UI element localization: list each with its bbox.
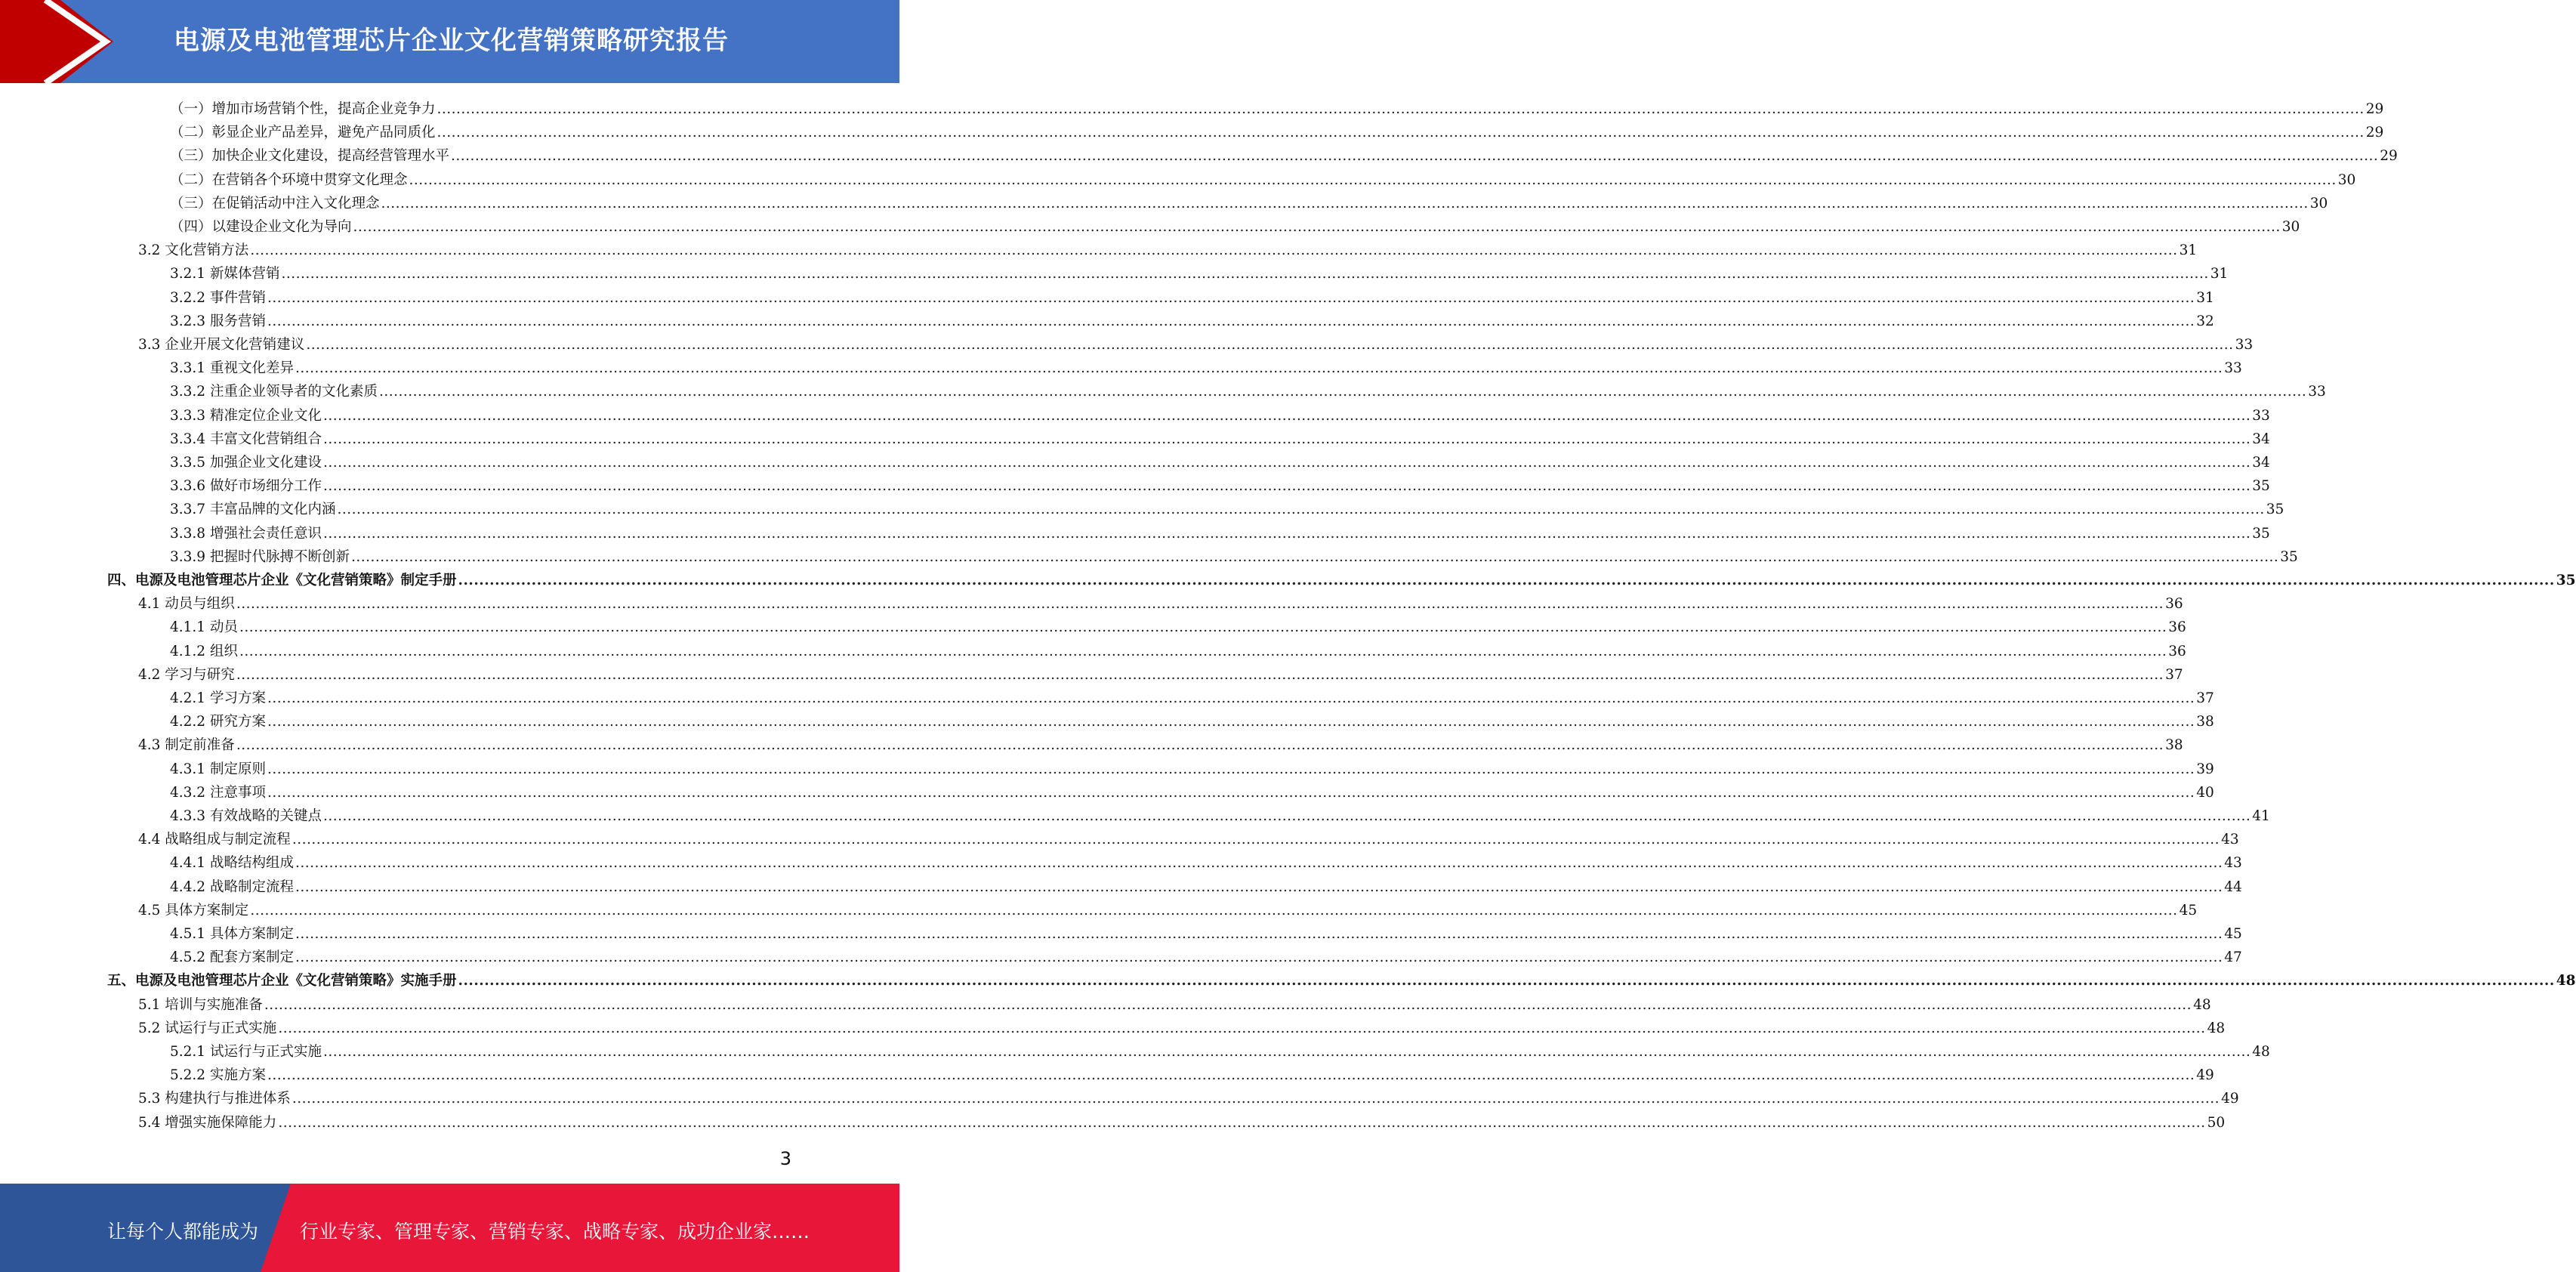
toc-entry[interactable] [170,95,2384,119]
toc-leader-dots: ................................................................................................................................................................................................................................................................................................................................................................................................................ [292,1091,2220,1107]
toc-entry-title: 5.1 培训与实施准备 [138,996,263,1013]
toc-entry-title: 4.3.1 制定原则 [170,761,266,777]
toc-entry[interactable] [170,520,2270,543]
toc-entry-title: （二）彰显企业产品差异，避免产品同质化 [170,125,436,141]
toc-entry-title: 4.2.2 研究方案 [170,714,266,730]
toc-leader-dots: ................................................................................................................................................................................................................................................................................................................................................................................................................ [451,148,2379,165]
toc-entry-page: 39 [2196,761,2214,777]
toc-entry[interactable] [170,472,2270,496]
toc-entry-title: 3.2.3 服务营销 [170,313,266,329]
toc-entry-page: 30 [2281,219,2300,235]
page-footer [0,1184,899,1272]
toc-entry-title: 4.4.1 战略结构组成 [170,855,294,872]
toc-entry-title: 3.3.6 做好市场细分工作 [170,478,322,495]
toc-entry-title: 3.3.1 重视文化差异 [170,360,294,377]
toc-entry[interactable] [138,661,2183,684]
toc-entry-page: 33 [2224,360,2242,377]
toc-entry[interactable] [170,873,2242,897]
toc-entry-title: 4.1.2 组织 [170,643,238,659]
toc-entry-title: （一）增加市场营销个性，提高企业竞争力 [170,101,436,117]
toc-entry-page: 36 [2168,619,2186,636]
toc-entry[interactable] [170,119,2384,142]
toc-leader-dots: ................................................................................................................................................................................................................................................................................................................................................................................................................ [322,431,2251,447]
toc-entry-title: 3.2 文化营销方法 [138,242,249,259]
toc-entry-page: 34 [2252,431,2270,447]
toc-entry[interactable] [138,991,2211,1014]
toc-entry[interactable] [170,543,2298,567]
toc-entry-title: 5.2 试运行与正式实施 [138,1020,277,1036]
toc-entry-page: 30 [2337,171,2356,188]
toc-entry-page: 48 [2207,1020,2226,1036]
toc-leader-dots: ................................................................................................................................................................................................................................................................................................................................................................................................................ [267,1067,2195,1084]
toc-entry-page: 45 [2224,926,2242,942]
toc-entry-page: 31 [2210,266,2229,282]
toc-leader-dots: ................................................................................................................................................................................................................................................................................................................................................................................................................ [267,313,2195,329]
toc-leader-dots: ................................................................................................................................................................................................................................................................................................................................................................................................................ [267,714,2195,730]
toc-entry-page: 48 [2556,973,2576,990]
toc-entry-page: 33 [2235,337,2254,353]
toc-entry[interactable] [170,166,2356,190]
toc-entry-page: 34 [2252,455,2270,471]
toc-entry[interactable] [170,142,2398,165]
toc-leader-dots: ................................................................................................................................................................................................................................................................................................................................................................................................................ [437,101,2365,117]
toc-leader-dots: ................................................................................................................................................................................................................................................................................................................................................................................................................ [292,832,2220,848]
toc-entry[interactable] [138,236,2198,260]
toc-entry-title: 4.3 制定前准备 [138,737,235,754]
toc-entry-page: 43 [2221,832,2239,848]
report-title: 电源及电池管理芯片企业文化营销策略研究报告 [174,26,729,56]
toc-leader-dots: ................................................................................................................................................................................................................................................................................................................................................................................................................ [295,360,2223,377]
toc-entry[interactable] [138,826,2239,849]
toc-entry-title: 3.3.2 注重企业领导者的文化素质 [170,384,378,400]
toc-entry-page: 43 [2224,855,2242,872]
toc-leader-dots: ................................................................................................................................................................................................................................................................................................................................................................................................................ [281,266,2209,282]
page-number: 3 [779,1148,791,1169]
toc-entry-page: 45 [2179,902,2198,918]
toc-entry-title: 5.2.1 试运行与正式实施 [170,1044,322,1060]
toc-entry-page: 33 [2252,407,2270,424]
toc-entry-title: （三）加快企业文化建设，提高经营管理水平 [170,148,450,165]
toc-leader-dots: ................................................................................................................................................................................................................................................................................................................................................................................................................ [267,690,2195,706]
toc-leader-dots: ................................................................................................................................................................................................................................................................................................................................................................................................................ [278,1114,2206,1131]
toc-leader-dots: ................................................................................................................................................................................................................................................................................................................................................................................................................ [250,242,2178,259]
toc-leader-dots: ................................................................................................................................................................................................................................................................................................................................................................................................................ [322,1044,2251,1060]
toc-entry-page: 35 [2252,525,2270,542]
toc-leader-dots: ................................................................................................................................................................................................................................................................................................................................................................................................................ [322,455,2251,471]
toc-leader-dots: ................................................................................................................................................................................................................................................................................................................................................................................................................ [236,737,2164,754]
toc-leader-dots: ................................................................................................................................................................................................................................................................................................................................................................................................................ [409,171,2337,188]
toc-entry[interactable] [170,684,2214,708]
toc-entry[interactable] [170,755,2214,779]
toc-entry-title: 四、电源及电池管理芯片企业《文化营销策略》制定手册 [107,573,457,588]
toc-entry-page: 35 [2266,502,2284,518]
toc-entry-title: 4.3.2 注意事项 [170,784,266,801]
toc-leader-dots: ................................................................................................................................................................................................................................................................................................................................................................................................................ [322,407,2251,424]
toc-leader-dots: ................................................................................................................................................................................................................................................................................................................................................................................................................ [267,761,2195,777]
toc-entry[interactable] [170,284,2214,307]
toc-entry[interactable] [170,1061,2214,1085]
toc-entry-page: 29 [2380,148,2398,165]
toc-entry-page: 38 [2165,737,2183,754]
toc-entry-title: 五、电源及电池管理芯片企业《文化营销策略》实施手册 [107,973,457,990]
toc-entry-title: 4.4 战略组成与制定流程 [138,832,291,848]
toc-leader-dots: ................................................................................................................................................................................................................................................................................................................................................................................................................ [278,1020,2206,1036]
toc-entry-page: 48 [2193,996,2211,1013]
toc-entry-title: 3.3 企业开展文化营销建议 [138,337,305,353]
toc-entry-title: 4.2 学习与研究 [138,666,235,683]
toc-leader-dots: ................................................................................................................................................................................................................................................................................................................................................................................................................ [322,478,2251,495]
toc-leader-dots: ................................................................................................................................................................................................................................................................................................................................................................................................................ [295,949,2223,966]
toc-entry-title: 5.4 增强实施保障能力 [138,1114,277,1131]
toc-leader-dots: ................................................................................................................................................................................................................................................................................................................................................................................................................ [236,666,2164,683]
toc-leader-dots: ................................................................................................................................................................................................................................................................................................................................................................................................................ [350,548,2279,565]
toc-entry[interactable] [170,449,2270,472]
toc-entry-page: 49 [2196,1067,2214,1084]
toc-entry-title: 4.3.3 有效战略的关键点 [170,808,322,824]
toc-entry[interactable] [170,307,2214,331]
toc-leader-dots: ................................................................................................................................................................................................................................................................................................................................................................................................................ [295,926,2223,942]
toc-entry[interactable] [170,1038,2270,1061]
toc-entry-page: 35 [2252,478,2270,495]
toc-entry-page: 36 [2168,643,2186,659]
toc-entry[interactable] [170,354,2242,378]
toc-entry-page: 29 [2365,125,2384,141]
toc-entry-title: 3.3.5 加强企业文化建设 [170,455,322,471]
toc-entry-title: 3.3.7 丰富品牌的文化内涵 [170,502,336,518]
toc-entry-page: 35 [2556,573,2576,588]
toc-entry[interactable] [170,849,2242,872]
toc-entry-page: 33 [2308,384,2326,400]
toc-entry-title: （二）在营销各个环境中贯穿文化理念 [170,171,408,188]
toc-entry-title: （四）以建设企业文化为导向 [170,219,352,235]
toc-entry[interactable] [138,590,2183,613]
toc-leader-dots: ................................................................................................................................................................................................................................................................................................................................................................................................................ [250,902,2178,918]
toc-entry-page: 36 [2165,596,2183,613]
toc-entry-page: 31 [2179,242,2198,259]
toc-entry-title: 3.2.2 事件营销 [170,289,266,306]
toc-entry-title: （三）在促销活动中注入文化理念 [170,195,380,211]
toc-leader-dots: ................................................................................................................................................................................................................................................................................................................................................................................................................ [322,525,2251,542]
toc-entry-title: 3.3.9 把握时代脉搏不断创新 [170,548,350,565]
toc-entry[interactable] [170,378,2326,401]
toc-entry[interactable] [170,708,2214,731]
toc-entry-page: 48 [2252,1044,2270,1060]
toc-leader-dots: ................................................................................................................................................................................................................................................................................................................................................................................................................ [239,643,2167,659]
toc-entry[interactable] [170,613,2186,637]
toc-leader-dots: ................................................................................................................................................................................................................................................................................................................................................................................................................ [437,125,2365,141]
toc-entry-title: 4.2.1 学习方案 [170,690,266,706]
toc-leader-dots: ................................................................................................................................................................................................................................................................................................................................................................................................................ [353,219,2281,235]
toc-entry-page: 40 [2196,784,2214,801]
toc-entry[interactable] [170,402,2270,425]
toc-entry[interactable] [170,190,2328,213]
toc-entry[interactable] [170,920,2242,943]
toc-entry-page: 37 [2196,690,2214,706]
toc-entry[interactable] [138,1014,2226,1038]
toc-leader-dots: ................................................................................................................................................................................................................................................................................................................................................................................................................ [295,878,2223,895]
toc-entry[interactable] [170,638,2186,661]
toc-entry-title: 4.1.1 动员 [170,619,238,636]
footer-slogan-left: 让每个人都能成为 [107,1221,259,1243]
toc-entry[interactable] [138,331,2254,354]
toc-entry[interactable] [170,779,2214,802]
toc-entry[interactable] [138,897,2198,920]
toc-leader-dots: ................................................................................................................................................................................................................................................................................................................................................................................................................ [295,855,2223,872]
toc-entry-page: 29 [2365,101,2384,117]
toc-leader-dots: ................................................................................................................................................................................................................................................................................................................................................................................................................ [264,996,2192,1013]
toc-leader-dots: ................................................................................................................................................................................................................................................................................................................................................................................................................ [239,619,2167,636]
toc-entry-title: 5.2.2 实施方案 [170,1067,266,1084]
toc-entry[interactable] [170,496,2284,519]
toc-leader-dots: ................................................................................................................................................................................................................................................................................................................................................................................................................ [378,384,2307,400]
toc-entry[interactable] [170,802,2270,826]
toc-entry[interactable] [170,213,2300,236]
toc-entry-page: 38 [2196,714,2214,730]
toc-entry-title: 4.1 动员与组织 [138,596,235,613]
toc-entry[interactable] [138,1109,2226,1132]
toc-entry-page: 35 [2280,548,2298,565]
toc-entry-page: 49 [2221,1091,2239,1107]
toc-leader-dots: ................................................................................................................................................................................................................................................................................................................................................................................................................ [458,973,2555,990]
toc-leader-dots: ................................................................................................................................................................................................................................................................................................................................................................................................................ [267,784,2195,801]
toc-entry[interactable] [170,260,2229,283]
header-arrow-decoration [0,0,121,83]
toc-entry-page: 47 [2224,949,2242,966]
toc-entry-title: 5.3 构建执行与推进体系 [138,1091,291,1107]
toc-entry-page: 41 [2252,808,2270,824]
toc-entry-title: 4.5.2 配套方案制定 [170,949,294,966]
toc-leader-dots: ................................................................................................................................................................................................................................................................................................................................................................................................................ [306,337,2234,353]
toc-leader-dots: ................................................................................................................................................................................................................................................................................................................................................................................................................ [267,289,2195,306]
page-header [0,0,899,83]
toc-leader-dots: ................................................................................................................................................................................................................................................................................................................................................................................................................ [337,502,2265,518]
toc-leader-dots: ................................................................................................................................................................................................................................................................................................................................................................................................................ [458,573,2555,588]
toc-entry-title: 4.4.2 战略制定流程 [170,878,294,895]
toc-entry[interactable] [138,731,2183,755]
footer-slogan-right: 行业专家、管理专家、营销专家、战略专家、成功企业家…… [300,1221,810,1243]
toc-entry-title: 3.3.3 精准定位企业文化 [170,407,322,424]
toc-entry-title: 4.5 具体方案制定 [138,902,249,918]
toc-entry[interactable] [170,943,2242,967]
toc-entry-title: 3.3.8 增强社会责任意识 [170,525,322,542]
toc-entry-page: 31 [2196,289,2214,306]
toc-entry[interactable] [107,567,2576,590]
toc-entry-page: 50 [2207,1114,2226,1131]
toc-entry-title: 3.3.4 丰富文化营销组合 [170,431,322,447]
toc-entry[interactable] [138,1085,2239,1108]
toc-leader-dots: ................................................................................................................................................................................................................................................................................................................................................................................................................ [322,808,2251,824]
toc-leader-dots: ................................................................................................................................................................................................................................................................................................................................................................................................................ [381,195,2309,211]
toc-entry-page: 30 [2309,195,2328,211]
toc-entry[interactable] [107,967,2576,990]
toc-leader-dots: ................................................................................................................................................................................................................................................................................................................................................................................................................ [236,596,2164,613]
toc-entry-page: 44 [2224,878,2242,895]
toc-entry-title: 3.2.1 新媒体营销 [170,266,280,282]
toc-entry-page: 32 [2196,313,2214,329]
toc-entry-title: 4.5.1 具体方案制定 [170,926,294,942]
toc-entry[interactable] [170,425,2270,449]
toc-entry-page: 37 [2165,666,2183,683]
